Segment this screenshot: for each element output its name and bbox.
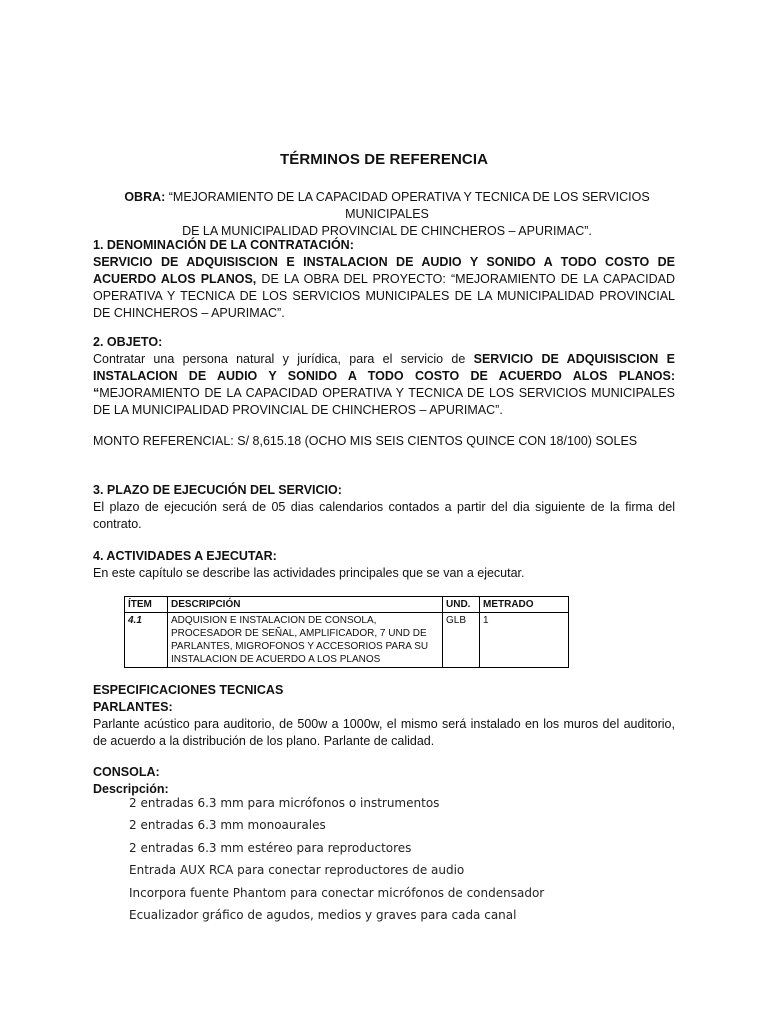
obra-paragraph bbox=[100, 189, 674, 240]
cell-metrado: 1 bbox=[480, 613, 569, 668]
consola-heading: CONSOLA: bbox=[93, 765, 160, 779]
cell-und: GLB bbox=[443, 613, 480, 668]
obra-text-line2: DE LA MUNICIPALIDAD PROVINCIAL DE CHINCHEROS – APURIMAC”. bbox=[182, 224, 592, 238]
consola-subheading: Descripción: bbox=[93, 782, 169, 796]
list-item: 2 entradas 6.3 mm estéreo para reproductores bbox=[129, 840, 412, 855]
list-item: Entrada AUX RCA para conectar reproductores de audio bbox=[129, 863, 465, 878]
table-row bbox=[125, 613, 569, 668]
section2-bold1: SERVICIO DE ADQUISISCION E INSTALACION DE AUDIO Y SONIDO A TODO COSTO DE ACUERDO ALOS PLANOS: “ bbox=[93, 352, 675, 400]
header-und: UND. bbox=[443, 597, 480, 613]
section1-text: DE LA OBRA DEL PROYECTO: “MEJORAMIENTO DE LA CAPACIDAD OPERATIVA Y TECNICA DE LOS SERVICIOS MUNICIPALES DE LA MUNICIPALIDAD PROVINCIAL DE CHINCHEROS – APURIMAC”. bbox=[93, 272, 675, 320]
section2-text2: MEJORAMIENTO DE LA CAPACIDAD OPERATIVA Y TECNICA DE LOS SERVICIOS MUNICIPALES DE LA MUNICIPALIDAD PROVINCIAL DE CHINCHEROS – APURIMAC”. bbox=[93, 386, 675, 417]
header-metrado: METRADO bbox=[480, 597, 569, 613]
section2-body bbox=[93, 351, 675, 419]
parlantes-heading: PARLANTES: bbox=[93, 700, 173, 714]
section-especificaciones bbox=[93, 682, 675, 750]
header-item: ÍTEM bbox=[125, 597, 168, 613]
section2-text1: Contratar una persona natural y jurídica, para el servicio de bbox=[93, 352, 474, 366]
section-actividades bbox=[93, 548, 675, 582]
specs-heading: ESPECIFICACIONES TECNICAS bbox=[93, 683, 284, 697]
section1-heading: 1. DENOMINACIÓN DE LA CONTRATACIÓN: bbox=[93, 238, 354, 252]
section-plazo bbox=[93, 482, 675, 533]
list-item: 2 entradas 6.3 mm para micrófonos o instrumentos bbox=[129, 796, 440, 810]
section3-text: El plazo de ejecución será de 05 dias calendarios contados a partir del dia siguiente de la firma del contrato. bbox=[93, 500, 675, 531]
table-header-row bbox=[125, 597, 569, 613]
obra-text-line1: “MEJORAMIENTO DE LA CAPACIDAD OPERATIVA Y TECNICA DE LOS SERVICIOS MUNICIPALES bbox=[168, 190, 650, 221]
section1-body bbox=[93, 254, 675, 322]
section4-text: En este capítulo se describe las actividades principales que se van a ejecutar. bbox=[93, 566, 525, 580]
document-title: TÉRMINOS DE REFERENCIA bbox=[279, 151, 489, 168]
list-item: Incorpora fuente Phantom para conectar micrófonos de condensador bbox=[129, 885, 545, 900]
consola-items-list bbox=[129, 794, 649, 928]
monto-referencial: MONTO REFERENCIAL: S/ 8,615.18 (OCHO MIS SEIS CIENTOS QUINCE CON 18/100) SOLES bbox=[93, 434, 638, 448]
section3-heading: 3. PLAZO DE EJECUCIÓN DEL SERVICIO: bbox=[93, 483, 342, 497]
section-consola bbox=[93, 764, 675, 798]
cell-descripcion: ADQUISION E INSTALACION DE CONSOLA, PROCESADOR DE SEÑAL, AMPLIFICADOR, 7 UND DE PARLANTES, MIGROFONOS Y ACCESORIOS PARA SU INSTALACION DE ACUERDO A LOS PLANOS bbox=[168, 613, 443, 668]
section-denominacion bbox=[93, 237, 675, 322]
section2-heading: 2. OBJETO: bbox=[93, 335, 163, 349]
header-descripcion: DESCRIPCIÓN bbox=[168, 597, 443, 613]
list-item: 2 entradas 6.3 mm monoaurales bbox=[129, 818, 326, 833]
obra-label: OBRA: bbox=[124, 190, 166, 204]
section1-bold-text: SERVICIO DE ADQUISISCION E INSTALACION DE AUDIO Y SONIDO A TODO COSTO DE ACUERDO ALOS PLANOS, bbox=[93, 255, 675, 286]
activities-table bbox=[124, 596, 569, 668]
cell-item: 4.1 bbox=[125, 613, 168, 668]
list-item: Ecualizador gráfico de agudos, medios y graves para cada canal bbox=[129, 907, 517, 922]
section-objeto bbox=[93, 334, 675, 419]
section4-heading: 4. ACTIVIDADES A EJECUTAR: bbox=[93, 549, 277, 563]
parlantes-text: Parlante acústico para auditorio, de 500w a 1000w, el mismo será instalado en los muros del auditorio, de acuerdo a la distribución de los plano. Parlante de calidad. bbox=[93, 717, 675, 748]
